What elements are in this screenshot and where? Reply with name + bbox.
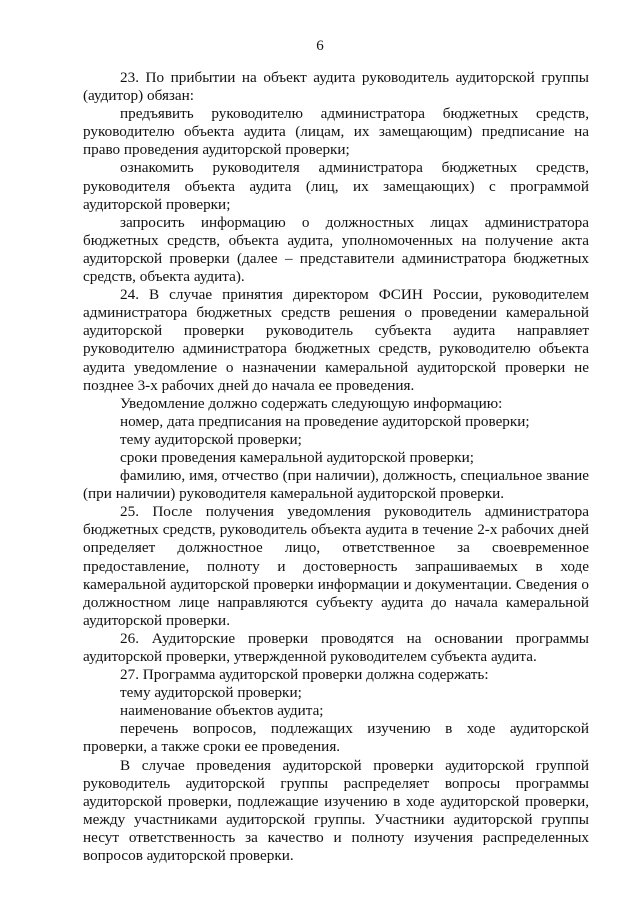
program-item-1: тему аудиторской проверки; — [120, 684, 302, 702]
paragraph-25: 25. После получения уведомления руководитель администратора бюджетных средств, руководитель объекта аудита в течение 2-х рабочих дней определяет должностное лицо, ответственное за своевременное предоставление, полноту и достоверность запрашиваемых в ходе камеральной аудиторской проверки информации и документации. Сведения о должностном лице направляются субъекту аудита до начала камеральной аудиторской проверки. — [83, 503, 589, 629]
program-item-2: наименование объектов аудита; — [120, 702, 324, 720]
notification-intro: Уведомление должно содержать следующую информацию: — [120, 394, 503, 412]
paragraph-23-item-2: ознакомить руководителя администратора бюджетных средств, руководителя объекта аудита (лиц, их замещающих) с программой аудиторской проверки; — [83, 159, 589, 213]
paragraph-26: 26. Аудиторские проверки проводятся на основании программы аудиторской проверки, утвержденной руководителем субъекта аудита. — [83, 629, 589, 665]
notification-item-4: фамилию, имя, отчество (при наличии), должность, специальное звание (при наличии) руководителя камеральной аудиторской проверки. — [83, 467, 589, 503]
page-number: 6 — [316, 38, 324, 54]
paragraph-24: 24. В случае принятия директором ФСИН России, руководителем администратора бюджетных средств решения о проведении камеральной аудиторской проверки руководитель субъекта аудита направляет руководителю администратора бюджетных средств, руководителю объекта аудита уведомление о назначении камеральной аудиторской проверки не позднее 3-х рабочих дней до начала ее проведения. — [83, 286, 589, 394]
paragraph-27: 27. Программа аудиторской проверки должна содержать: — [120, 666, 489, 684]
paragraph-group-distribution: В случае проведения аудиторской проверки аудиторской группой руководитель аудиторской группы распределяет вопросы программы аудиторской проверки, подлежащие изучению в ходе аудиторской проверки, между участниками аудиторской группы. Участники аудиторской группы несут ответственность за качество и полноту изучения распределенных вопросов аудиторской проверки. — [83, 756, 589, 865]
program-item-3: перечень вопросов, подлежащих изучению в ходе аудиторской проверки, а также сроки ее проведения. — [83, 720, 589, 756]
paragraph-23-item-1: предъявить руководителю администратора бюджетных средств, руководителю объекта аудита (лицам, их замещающим) предписание на право проведения аудиторской проверки; — [83, 105, 589, 159]
paragraph-23: 23. По прибытии на объект аудита руководитель аудиторской группы (аудитор) обязан: — [83, 69, 589, 105]
notification-item-2: тему аудиторской проверки; — [120, 430, 302, 448]
notification-item-3: сроки проведения камеральной аудиторской проверки; — [120, 448, 474, 466]
paragraph-23-item-3: запросить информацию о должностных лицах администратора бюджетных средств, объекта аудита, уполномоченных на получение акта аудиторской проверки (далее – представители администратора бюджетных средств, объекта аудита). — [83, 213, 589, 286]
document-body — [83, 69, 589, 865]
notification-item-1: номер, дата предписания на проведение аудиторской проверки; — [120, 412, 530, 430]
